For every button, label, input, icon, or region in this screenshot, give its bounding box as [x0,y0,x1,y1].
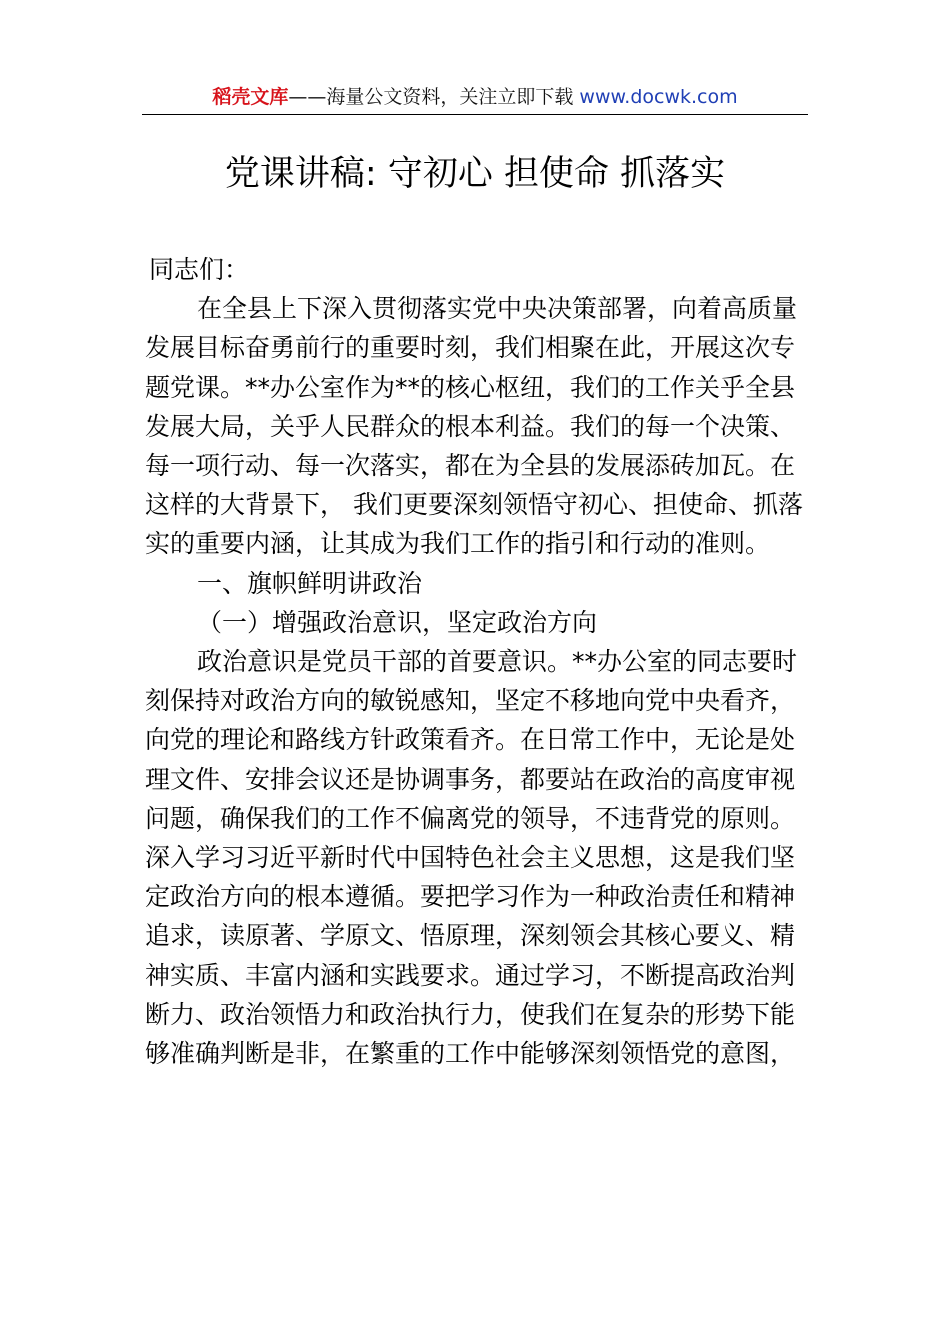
body-line: 深入学习习近平新时代中国特色社会主义思想，这是我们坚 [145,843,796,873]
body-line: 追求，读原著、学原文、悟原理，深刻领会其核心要义、精 [145,921,796,951]
body-line: 刻保持对政治方向的敏锐感知，坚定不移地向党中央看齐， [145,686,796,716]
body-line: 政治意识是党员干部的首要意识。**办公室的同志要时 [197,647,798,677]
intro-line: 在全县上下深入贯彻落实党中央决策部署，向着高质量 [197,294,798,324]
greeting: 同志们： [149,255,250,284]
header-slogan: ——海量公文资料，关注立即下载 [288,86,574,108]
body-line: 向党的理论和路线方针政策看齐。在日常工作中，无论是处 [145,725,796,755]
intro-line: 题党课。**办公室作为**的核心枢纽，我们的工作关乎全县 [145,372,796,402]
document-header [142,84,808,114]
subsection-heading: （一）增强政治意识，坚定政治方向 [197,607,598,637]
intro-line: 每一项行动、每一次落实，都在为全县的发展添砖加瓦。在 [145,451,796,481]
intro-line: 发展大局，关乎人民群众的根本利益。我们的每一个决策、 [145,411,796,441]
intro-line: 实的重要内涵，让其成为我们工作的指引和行动的准则。 [145,529,771,559]
header-divider [142,114,808,115]
document-body [145,250,810,1073]
section-heading: 一、旗帜鲜明讲政治 [197,568,423,598]
header-url[interactable]: www.docwk.com [579,86,738,108]
body-line: 神实质、丰富内涵和实践要求。通过学习，不断提高政治判 [145,960,796,990]
document-title: 党课讲稿: 守初心 担使命 抓落实 [224,154,726,194]
body-line: 问题，确保我们的工作不偏离党的领导，不违背党的原则。 [145,803,796,833]
intro-line: 发展目标奋勇前行的重要时刻，我们相聚在此，开展这次专 [145,333,796,363]
body-line: 定政治方向的根本遵循。要把学习作为一种政治责任和精神 [145,882,796,912]
brand-name: 稻壳文库 [212,86,289,108]
body-line: 断力、政治领悟力和政治执行力，使我们在复杂的形势下能 [145,999,796,1029]
intro-line: 这样的大背景下， 我们更要深刻领悟守初心、担使命、抓落 [145,490,803,520]
body-line: 够准确判断是非，在繁重的工作中能够深刻领悟党的意图， [145,1039,796,1069]
body-line: 理文件、安排会议还是协调事务，都要站在政治的高度审视 [145,764,796,794]
